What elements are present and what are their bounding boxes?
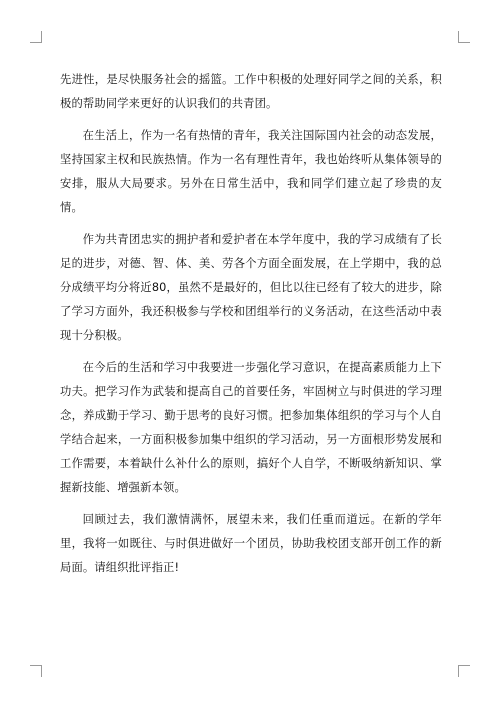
crop-mark-bottom-right bbox=[458, 665, 470, 677]
crop-mark-top-right bbox=[458, 31, 470, 43]
paragraph-2: 在生活上，作为一名有热情的青年，我关注国际国内社会的动态发展，坚持国家主权和民族热情。作为一名有理性青年，我也始终听从集体领导的安排，服从大局要求。另外在日常生活中，我和同学们建立起了珍贵的友情。 bbox=[60, 129, 442, 214]
crop-mark-bottom-left bbox=[30, 665, 42, 677]
paragraph-5: 回顾过去，我们激情满怀，展望未来，我们任重而道远。在新的学年里，我将一如既往、与时俱进做好一个团员，协助我校团支部开创工作的新局面。请组织批评指正! bbox=[60, 513, 442, 574]
paragraph-3: 作为共青团忠实的拥护者和爱护者在本学年度中，我的学习成绩有了长足的进步，对德、智、体、美、劳各个方面全面发展，在上学期中，我的总分成绩平均分将近80，虽然不是最好的，但比以往已经有了较大的进步，除了学习方面外，我还积极参与学校和团组举行的义务活动，在这些活动中表现十分积极。 bbox=[60, 233, 442, 342]
paragraph-1: 先进性，是尽快服务社会的摇篮。工作中积极的处理好同学之间的关系，积极的帮助同学来更好的认识我们的共青团。 bbox=[60, 73, 442, 110]
document-body bbox=[60, 68, 442, 588]
crop-mark-top-left bbox=[30, 31, 42, 43]
paragraph-4: 在今后的生活和学习中我要进一步强化学习意识，在提高素质能力上下功夫。把学习作为武装和提高自己的首要任务，牢固树立与时俱进的学习理念，养成勤于学习、勤于思考的良好习惯。把参加集体组织的学习与个人自学结合起来，一方面积极参加集中组织的学习活动，另一方面根形势发展和工作需要，本着缺什么补什么的原则，搞好个人自学，不断吸纳新知识、掌握新技能、增强新本领。 bbox=[60, 361, 442, 494]
